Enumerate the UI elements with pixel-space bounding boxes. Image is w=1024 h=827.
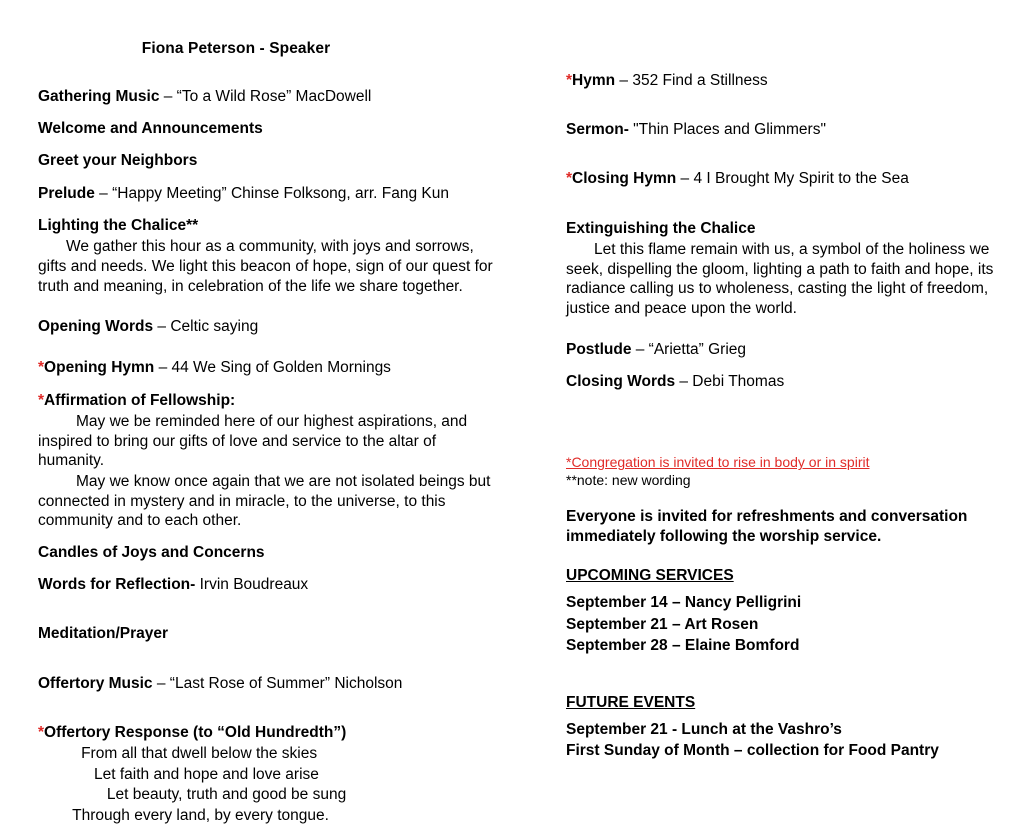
item-label: Closing Words (566, 372, 676, 390)
item-label: Words for Reflection- (38, 576, 196, 594)
spacer (38, 595, 498, 612)
order-item-extinguishing-chalice (566, 218, 1006, 239)
order-item-offertory-music (38, 673, 498, 694)
item-value: – 352 Find a Stillness (615, 72, 768, 89)
order-item-postlude (566, 339, 1006, 360)
footnote-new-wording: **note: new wording (566, 471, 691, 488)
item-label: Affirmation of Fellowship: (44, 391, 236, 409)
order-item-affirmation (38, 390, 498, 411)
verse-line: Let beauty, truth and good be sung (38, 786, 347, 804)
order-item-opening-hymn (38, 357, 498, 378)
rise-asterisk-icon: * (566, 72, 573, 89)
spacer (38, 58, 498, 75)
spacer (38, 694, 498, 711)
item-value: – 44 We Sing of Golden Mornings (154, 359, 391, 377)
spacer (566, 91, 1006, 108)
order-item-meditation (38, 623, 498, 644)
affirmation-paragraph-2: May we know once again that we are not isolated beings but connected in mystery and in miracle, to the universe, to this community and to each other. (38, 472, 491, 530)
list-item: September 14 – Nancy Pelligrini (566, 594, 802, 612)
item-label: Opening Words (38, 318, 154, 336)
verse-line: Let faith and hope and love arise (38, 765, 319, 783)
order-item-welcome (38, 118, 498, 139)
rise-asterisk-icon: * (566, 170, 573, 188)
spacer (566, 392, 1006, 454)
item-label: Greet your Neighbors (38, 152, 198, 170)
item-label: Extinguishing the Chalice (566, 219, 756, 237)
item-label: Opening Hymn (44, 359, 155, 377)
spacer (38, 645, 498, 662)
rise-asterisk-icon: * (38, 391, 45, 409)
list-item: September 21 – Art Rosen (566, 615, 759, 633)
spacer (566, 140, 1006, 157)
spacer (566, 657, 1006, 674)
page-title: Fiona Peterson - Speaker (141, 40, 331, 57)
verse-line: Through every land, by every tongue. (38, 806, 329, 824)
item-label: Prelude (38, 184, 95, 202)
extinguishing-chalice-text: Let this flame remain with us, a symbol of the holiness we seek, dispelling the gloom, lighting a path to faith and hope, its radiance calling us to wholeness, casting the light of freedom, justice and peace upon the world. (566, 240, 994, 317)
item-label: Offertory Response (to “Old Hundredth”) (44, 723, 347, 741)
item-value: "Thin Places and Glimmers" (628, 121, 826, 139)
item-label: Lighting the Chalice** (38, 216, 199, 234)
item-label: Sermon- (566, 121, 629, 139)
spacer (566, 190, 1006, 207)
upcoming-services-list (566, 592, 1006, 656)
item-label: Welcome and Announcements (38, 120, 263, 138)
item-label: Gathering Music (38, 88, 160, 105)
left-column (38, 0, 498, 827)
item-label: Offertory Music (38, 674, 153, 692)
order-item-opening-words (38, 316, 498, 337)
spacer (566, 319, 1006, 328)
offertory-verse (38, 744, 498, 826)
upcoming-services-heading: UPCOMING SERVICES (566, 567, 734, 585)
order-item-closing-words (566, 371, 1006, 392)
order-item-gathering-music (38, 86, 498, 107)
order-item-prelude (38, 183, 498, 204)
order-item-hymn (566, 70, 1006, 91)
order-item-candles (38, 542, 498, 563)
upcoming-services-block (566, 547, 1006, 656)
list-item: September 28 – Elaine Bomford (566, 637, 800, 655)
spacer (38, 296, 498, 305)
order-item-offertory-response (38, 722, 498, 743)
item-label: Hymn (572, 72, 616, 89)
item-label: Postlude (566, 340, 632, 358)
order-item-words-for-reflection (38, 574, 498, 595)
item-value: – “Happy Meeting” Chinse Folksong, arr. Fang Kun (94, 184, 449, 202)
footnote-rise-in-spirit: *Congregation is invited to rise in body or in spirit (566, 454, 870, 471)
rise-asterisk-icon: * (38, 359, 45, 377)
lighting-chalice-text: We gather this hour as a community, with joys and sorrows, gifts and needs. We light this beacon of hope, sign of our quest for truth and meaning, in celebration of the life we share together. (38, 238, 493, 295)
item-value: – Debi Thomas (675, 372, 785, 390)
list-item: September 21 - Lunch at the Vashro’s (566, 720, 842, 738)
list-item: First Sunday of Month – collection for Food Pantry (566, 741, 939, 759)
order-item-closing-hymn (566, 168, 1006, 189)
item-label: Closing Hymn (572, 170, 677, 188)
right-column (566, 0, 1006, 761)
affirmation-paragraph-1: May we be reminded here of our highest aspirations, and inspired to bring our gifts of love and service to the altar of humanity. (38, 412, 468, 470)
item-value: – 4 I Brought My Spirit to the Sea (676, 170, 909, 188)
item-value: – “Arietta” Grieg (631, 340, 747, 358)
item-value: – “Last Rose of Summer” Nicholson (152, 674, 403, 692)
item-label: Candles of Joys and Concerns (38, 543, 265, 561)
future-events-heading: FUTURE EVENTS (566, 693, 696, 711)
rise-asterisk-icon: * (38, 723, 45, 741)
verse-line: From all that dwell below the skies (38, 745, 318, 763)
refreshments-notice: Everyone is invited for refreshments and conversation immediately following the worship service. (566, 508, 968, 546)
item-value: – “To a Wild Rose” MacDowell (159, 88, 372, 105)
order-item-sermon (566, 119, 1006, 140)
item-value: – Celtic saying (153, 318, 259, 336)
spacer (38, 337, 498, 346)
future-events-block (566, 674, 1006, 762)
order-item-greet-neighbors (38, 150, 498, 171)
future-events-list (566, 719, 1006, 762)
item-label: Meditation/Prayer (38, 625, 169, 643)
order-item-lighting-chalice (38, 215, 498, 236)
item-value: Irvin Boudreaux (195, 576, 309, 594)
